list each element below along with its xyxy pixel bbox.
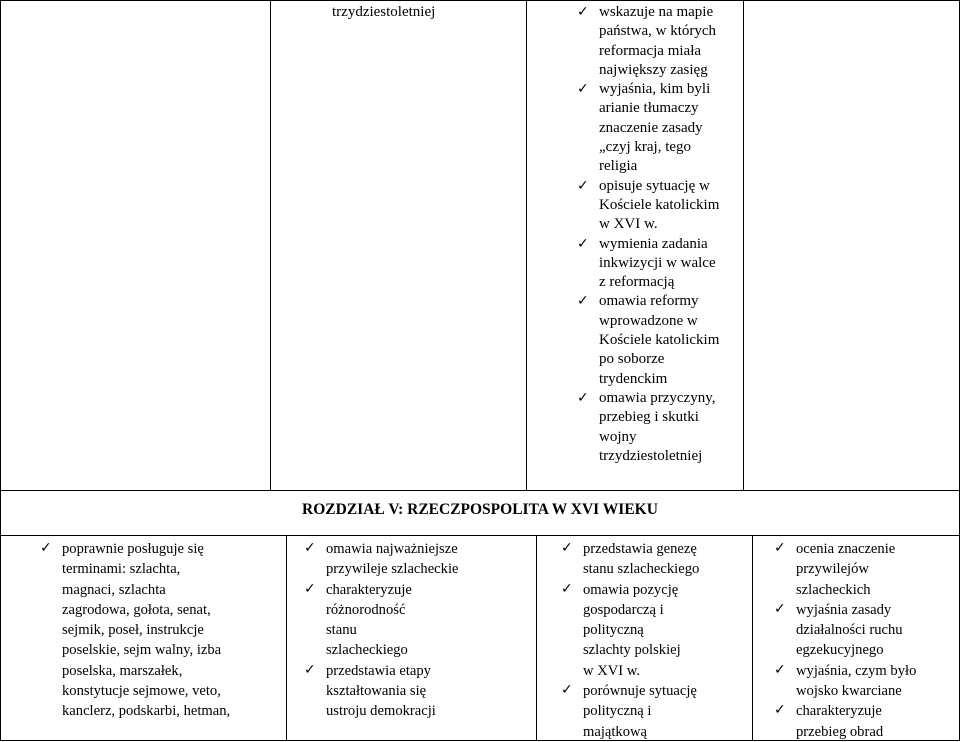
checklist-line: znaczenie zasady xyxy=(599,119,703,136)
checklist-line: zagrodowa, gołota, senat, xyxy=(62,601,211,618)
checklist-line: omawia najważniejsze xyxy=(326,541,458,557)
check-icon: ✓ xyxy=(561,580,573,597)
check-icon: ✓ xyxy=(40,540,52,556)
checklist-item xyxy=(774,661,916,702)
checklist-line: państwa, w których xyxy=(599,23,717,40)
checklist-line: wojny xyxy=(599,428,637,445)
checklist-line: szlacheckiego xyxy=(326,642,408,659)
check-icon: ✓ xyxy=(577,81,589,98)
checklist-line: przywilejów xyxy=(796,561,869,578)
checklist-item xyxy=(774,600,916,661)
checklist-item xyxy=(561,681,699,742)
checklist-line: wojsko kwarciane xyxy=(796,683,902,700)
checklist-item xyxy=(304,580,458,661)
checklist-item xyxy=(577,3,719,80)
border-top xyxy=(0,0,960,1)
checklist-line: Kościele katolickim xyxy=(599,196,720,213)
check-icon: ✓ xyxy=(561,682,573,699)
checklist-line: w XVI w. xyxy=(583,662,641,679)
checklist-line: omawia reformy xyxy=(599,293,699,310)
checklist-line: charakteryzuje xyxy=(326,581,412,598)
checklist-line: ustroju demokracji xyxy=(326,703,436,720)
checklist-line: terminami: szlachta, xyxy=(62,561,181,578)
checklist-line: z reformacją xyxy=(599,274,675,291)
checklist-line: trydenckim xyxy=(599,370,668,387)
checklist-item xyxy=(577,292,719,388)
checklist-item xyxy=(774,701,916,742)
checklist-line: wprowadzone w xyxy=(599,312,698,329)
checklist-line: opisuje sytuację w xyxy=(599,177,710,194)
checklist-line: stanu szlacheckiego xyxy=(583,561,700,578)
checklist-line: poselskie, sejm walny, izba xyxy=(62,642,222,659)
row-divider-title xyxy=(0,535,960,536)
checklist-line: przedstawia genezę xyxy=(583,541,697,557)
checklist-line: wyjaśnia zasady xyxy=(796,601,892,618)
checklist-item xyxy=(774,539,916,600)
checklist-item xyxy=(561,539,699,580)
checklist-line: poselska, marszałek, xyxy=(62,662,183,679)
col-divider-top-3 xyxy=(743,0,744,490)
checklist-item xyxy=(304,539,458,580)
checklist-line: omawia przyczyny, xyxy=(599,389,716,406)
check-icon: ✓ xyxy=(774,661,786,678)
checklist-line: polityczną xyxy=(583,622,644,639)
checklist-line: porównuje sytuację xyxy=(583,683,697,700)
checklist-line: działalności ruchu xyxy=(796,622,903,639)
check-icon: ✓ xyxy=(577,177,589,194)
checklist-line: szlacheckich xyxy=(796,581,871,598)
top-cell-1-text: trzydziestoletniej xyxy=(332,4,436,20)
checklist-item xyxy=(304,661,458,722)
checklist-line: omawia pozycję xyxy=(583,581,679,598)
check-icon: ✓ xyxy=(304,580,316,597)
col-divider-bottom-2 xyxy=(536,535,537,741)
checklist-item xyxy=(577,235,719,293)
checklist-line: wskazuje na mapie xyxy=(599,4,714,20)
checklist-item xyxy=(561,580,699,681)
checklist-line: w XVI w. xyxy=(599,216,658,233)
row-divider-top xyxy=(0,490,960,491)
checklist-line: przywileje szlacheckie xyxy=(326,561,459,578)
checklist-line: wymienia zadania xyxy=(599,235,708,252)
checklist-line: polityczną i xyxy=(583,703,652,720)
check-icon: ✓ xyxy=(577,235,589,252)
checklist-line: kształtowania się xyxy=(326,683,427,700)
checklist-item xyxy=(577,389,719,466)
bottom-cell-4-list xyxy=(774,539,916,742)
checklist-line: arianie tłumaczy xyxy=(599,100,699,117)
col-divider-bottom-1 xyxy=(286,535,287,741)
checklist-line: kanclerz, podskarbi, hetman, xyxy=(62,703,231,720)
check-icon: ✓ xyxy=(304,661,316,678)
col-divider-bottom-3 xyxy=(752,535,753,741)
border-left xyxy=(0,0,1,741)
checklist-line: wyjaśnia, czym było xyxy=(796,662,917,679)
check-icon: ✓ xyxy=(774,702,786,719)
checklist-item xyxy=(577,177,719,235)
checklist-line: przedstawia etapy xyxy=(326,662,431,679)
checklist-item xyxy=(577,80,719,176)
checklist-line: ocenia znaczenie xyxy=(796,541,896,557)
checklist-line: po soborze xyxy=(599,351,665,368)
checklist-line: przebieg obrad xyxy=(796,723,884,740)
checklist-line: charakteryzuje xyxy=(796,703,882,720)
checklist-line: reformacja miała xyxy=(599,42,702,59)
top-cell-2-list xyxy=(577,3,719,466)
checklist-line: różnorodność xyxy=(326,601,406,618)
checklist-line: wyjaśnia, kim byli xyxy=(599,81,711,98)
section-title: ROZDZIAŁ V: RZECZPOSPOLITA W XVI WIEKU xyxy=(302,501,658,518)
checklist-line: szlachty polskiej xyxy=(583,642,681,659)
check-icon: ✓ xyxy=(561,540,573,556)
checklist-line: trzydziestoletniej xyxy=(599,447,703,464)
check-icon: ✓ xyxy=(577,4,589,20)
check-icon: ✓ xyxy=(774,600,786,617)
checklist-line: religia xyxy=(599,158,638,175)
check-icon: ✓ xyxy=(774,540,786,556)
checklist-line: sejmik, poseł, instrukcje xyxy=(62,622,204,639)
checklist-item xyxy=(40,539,230,722)
col-divider-top-1 xyxy=(270,0,271,490)
check-icon: ✓ xyxy=(577,389,589,406)
check-icon: ✓ xyxy=(577,293,589,310)
bottom-cell-3-list xyxy=(561,539,699,742)
checklist-line: przebieg i skutki xyxy=(599,409,699,426)
checklist-line: stanu xyxy=(326,622,357,639)
col-divider-top-2 xyxy=(526,0,527,490)
checklist-line: konstytucje sejmowe, veto, xyxy=(62,683,221,700)
checklist-line: egzekucyjnego xyxy=(796,642,884,659)
checklist-line: gospodarczą i xyxy=(583,601,664,618)
checklist-line: inkwizycji w walce xyxy=(599,254,716,271)
checklist-line: poprawnie posługuje się xyxy=(62,541,204,557)
bottom-cell-2-list xyxy=(304,539,458,722)
bottom-cell-1-list xyxy=(40,539,230,722)
check-icon: ✓ xyxy=(304,540,316,556)
checklist-line: majątkową xyxy=(583,723,648,740)
checklist-line: Kościele katolickim xyxy=(599,332,720,349)
checklist-line: „czyj kraj, tego xyxy=(599,139,692,156)
checklist-line: magnaci, szlachta xyxy=(62,581,166,598)
checklist-line: największy zasięg xyxy=(599,61,708,78)
